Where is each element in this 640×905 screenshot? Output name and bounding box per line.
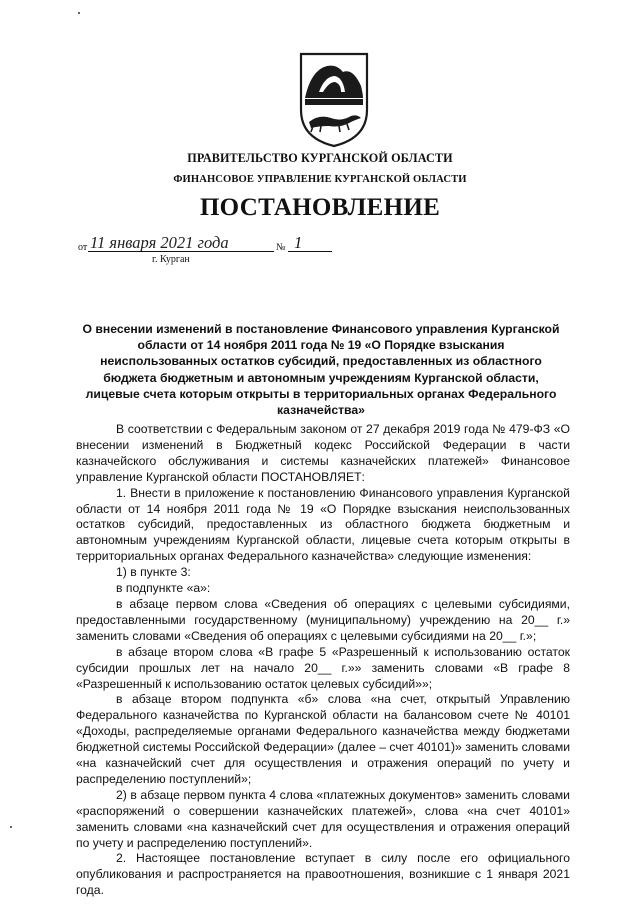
paragraph-amendment-1: в абзаце первом слова «Сведения об операциях с целевыми субсидиями, предоставленными государственному (муниципальному) учреждению на 20__ г.» заменить словами «Сведения об операциях с целевыми субсидиями на 20__ г.»; [76,596,570,643]
city-label: г. Курган [152,254,190,265]
scan-speck [10,826,12,828]
coat-of-arms-emblem [297,52,371,148]
date-prefix: от [78,242,88,253]
paragraph-item-2: 2. Настоящее постановление вступает в силу после его официального опубликования и распространяется на правоотношения, возникшие с 1 января 2021 года. [76,851,570,898]
department-name: ФИНАНСОВОЕ УПРАВЛЕНИЕ КУРГАНСКОЙ ОБЛАСТИ [173,174,467,185]
number-underline [288,251,332,252]
document-body [76,422,570,899]
paragraph-preamble: В соответствии с Федеральным законом от 27 декабря 2019 года № 479-ФЗ «О внесении изменений в Бюджетный кодекс Российской Федерации в части казначейского обслуживания и системы казначейских платежей» Финансовое управление Курганской области ПОСТАНОВЛЯЕТ: [76,422,570,484]
paragraph-amendment-3: в абзаце втором подпункта «б» слова «на счет, открытый Управлению Федерального казначейства по Курганской области на балансовом счете № 40101 «Доходы, распределяемые органами Федерального казначейства между бюджетами бюджетной системы Российской Федерации» (далее – счет 40101)» заменить словами «на казначейский счет для осуществления и отражения операций по учету и распределению поступлений»; [76,692,570,786]
document-date: 11 января 2021 года [90,233,229,252]
paragraph-amendment-2: в абзаце втором слова «В графе 5 «Разрешенный к использованию остаток субсидии прошлых лет на начало 20__ г.»» заменить словами «В графе 8 «Разрешенный к использованию остаток целевых субсидий»»; [76,644,570,691]
paragraph-subpoint-a: в подпункте «а»: [116,581,211,596]
paragraph-subitem-2: 2) в абзаце первом пункта 4 слова «платежных документов» заменить словами «распоряжений о совершении казначейских платежей», слова «на счет 40101» заменить словами «на казначейский счет для осуществления и отражения операций по учету и распределению поступлений». [76,787,570,850]
document-subject: О внесении изменений в постановление Финансового управления Курганской области от 14 ноября 2011 года № 19 «О Порядке взыскания неиспользованных остатков субсидий, предоставленных из областного бюджета бюджетным и автономным учреждениям Курганской области, лицевые счета которым открыты в территориальных органах Федерального казначейства» [82,322,560,418]
government-name: ПРАВИТЕЛЬСТВО КУРГАНСКОЙ ОБЛАСТИ [187,151,453,165]
paragraph-subitem-1: 1) в пункте 3: [116,565,191,580]
date-underline [88,251,274,252]
scan-speck [78,12,80,14]
document-number: 1 [294,233,303,252]
number-sign: № [276,242,286,253]
document-type-title: ПОСТАНОВЛЕНИЕ [199,194,441,221]
paragraph-item-1: 1. Внести в приложение к постановлению Финансового управления Курганской области от 14 ноября 2011 года № 19 «О Порядке взыскания неиспользованных остатков субсидий, предоставленных из областного бюджета бюджетным и автономным учреждениям Курганской области, лицевые счета которым открыты в территориальных органах Федерального казначейства» следующие изменения: [76,485,570,564]
date-number-line [78,233,338,256]
